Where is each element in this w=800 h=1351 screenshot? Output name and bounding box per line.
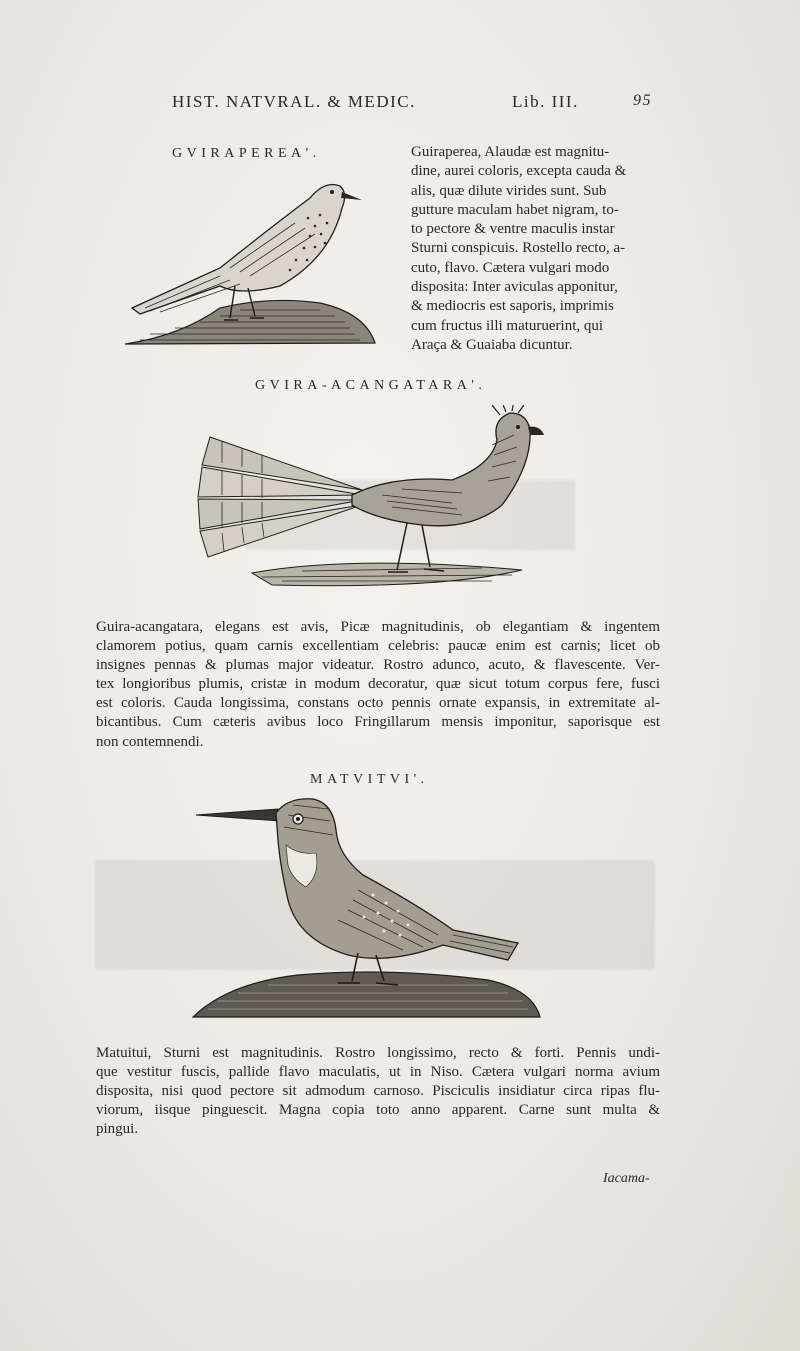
text-line: & mediocris est saporis, imprimis: [411, 298, 614, 315]
text-line: dine, aurei coloris, excepta cauda &: [411, 163, 627, 180]
text-line: est coloris. Cauda longissima, constans octo pennis ornate expansis, in extremitate al-: [96, 695, 660, 712]
text-line: Araça & Guaiaba dicuntur.: [411, 336, 573, 353]
text-line: clamorem potius, quam carnis excellentiam celebris: paucæ enim est carnis; licet ob: [96, 638, 660, 655]
book-number: Lib. III.: [512, 92, 579, 111]
text-line: bicantibus. Cum cæteris avibus loco Fringillarum mensis imponitur, saporisque est: [96, 714, 660, 731]
text-line: pingui.: [96, 1121, 139, 1138]
text-line: Matuitui, Sturni est magnitudinis. Rostro longissimo, recto & forti. Pennis undi-: [96, 1045, 660, 1061]
text-line: que vestitur fuscis, pallide flavo maculatis, ut in Niso. Cætera vulgari norma avium: [96, 1064, 660, 1081]
text-line: Guiraperea, Alaudæ est magnitu-: [411, 144, 610, 160]
description-guiraperea: [411, 143, 661, 355]
text-line: insignes pennas & plumas major videatur. Rostro adunco, acuto, & flavescente. Ver-: [96, 657, 660, 674]
text-line: tex longioribus plumis, cristæ in modum decoratur, quæ sicut totum corpus fere, fusci: [96, 676, 660, 693]
text-line: cum fructus illi maturuerint, qui: [411, 317, 604, 334]
running-head-title: HIST. NATVRAL. & MEDIC.: [172, 92, 416, 111]
text-line: Sturni conspicuis. Rostello recto, a-: [411, 240, 626, 257]
woodcut-matuitui: [188, 795, 548, 1025]
heading-matuitui: MATVITVI'.: [310, 772, 429, 787]
woodcut-guira-acangatara: [192, 405, 552, 600]
text-line: disposita: Inter aviculas apponitur,: [411, 279, 618, 296]
description-matuitui: [96, 1044, 660, 1139]
page-number: 95: [633, 92, 652, 109]
text-line: cuto, flavo. Cætera vulgari modo: [411, 259, 610, 276]
running-head: [172, 92, 652, 116]
catchword: Iacama-: [603, 1171, 650, 1186]
heading-guiraperea: GVIRAPEREA'.: [172, 146, 321, 161]
text-line: Guira-acangatara, elegans est avis, Picæ magnitudinis, ob elegantiam & ingentem: [96, 619, 660, 635]
text-line: disposita, nisi quod pectore sit admodum carnoso. Pisciculis insidiatur circa ripas flu-: [96, 1083, 660, 1100]
description-guira-acangatara: [96, 618, 660, 752]
heading-guira-acangatara: GVIRA-ACANGATARA'.: [255, 378, 487, 393]
text-line: non contemnendi.: [96, 733, 204, 750]
text-line: to pectore & ventre maculis instar: [411, 221, 615, 238]
text-line: gutture maculam habet nigram, to-: [411, 201, 619, 218]
woodcut-guiraperea: [120, 168, 385, 353]
text-line: viorum, iisque pinguescit. Magna copia toto anno apparent. Carne sunt multa &: [96, 1102, 660, 1119]
text-line: alis, quæ dilute virides sunt. Sub: [411, 182, 607, 199]
